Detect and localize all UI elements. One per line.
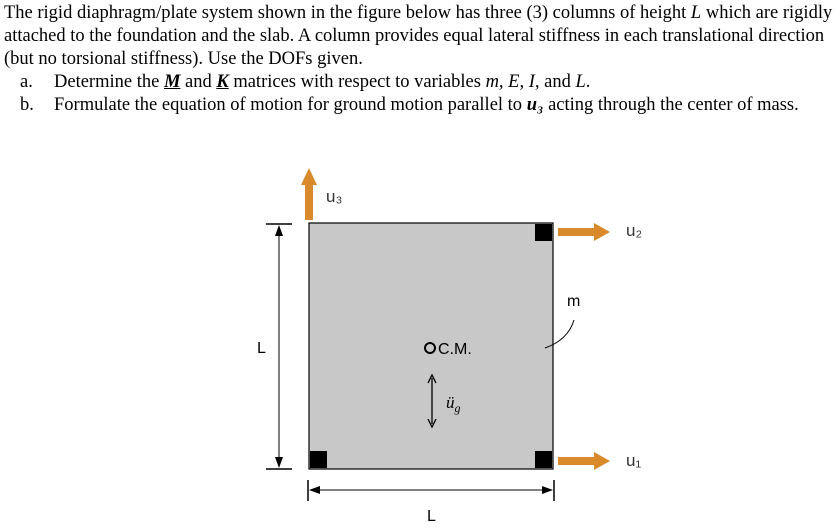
intro-text-1: The rigid diaphragm/plate system shown in the figure below has three (3) columns of height [4,3,691,23]
matrix-K: K [216,72,229,92]
column-bottom-right [535,451,552,468]
part-b-t1: Formulate the equation of motion for ground motion parallel to [54,95,527,115]
part-a-var-L: L [575,72,586,92]
ug-subscript: g [454,401,461,415]
column-top-right [535,224,552,241]
column-bottom-left [310,451,327,468]
part-b-t2: acting through the center of mass. [543,95,799,115]
dof-u3-label: u₃ [326,187,343,206]
part-a-t3: matrices with respect to variables [228,72,486,92]
dimension-left [266,224,292,469]
diaphragm-plate [309,223,553,469]
intro-text-2: which are rigidly attached to the foundation and the slab. A column provides equal lateral stiffness in each translational direction (but no torsional stiffness). Use the DOFs given. [4,3,833,69]
dimension-bottom [308,480,554,501]
mass-label: m [567,293,581,310]
part-a-t2: and [180,72,217,92]
dof-u3-arrow [301,168,317,220]
part-b-letter: b. [20,95,34,115]
part-a-t4: and [539,72,576,92]
dimension-bottom-label: L [427,508,436,525]
ug-letter: ü [446,393,455,412]
intro-var-L: L [690,3,702,23]
part-a-t1: Determine the [54,72,164,92]
dimension-left-label: L [257,340,266,357]
dof-u2-arrow [558,223,610,241]
part-a-t5: . [585,72,591,92]
center-of-mass-label: C.M. [438,341,472,358]
dof-u1-arrow [558,452,610,470]
part-a-letter: a. [20,72,33,92]
dof-u2-label: u₂ [626,221,643,240]
matrix-M: M [163,72,181,92]
part-a-vars: m, E, I, [485,72,540,92]
dof-u1-label: u₁ [626,451,642,470]
part-b-u3: u₃ [526,95,544,115]
